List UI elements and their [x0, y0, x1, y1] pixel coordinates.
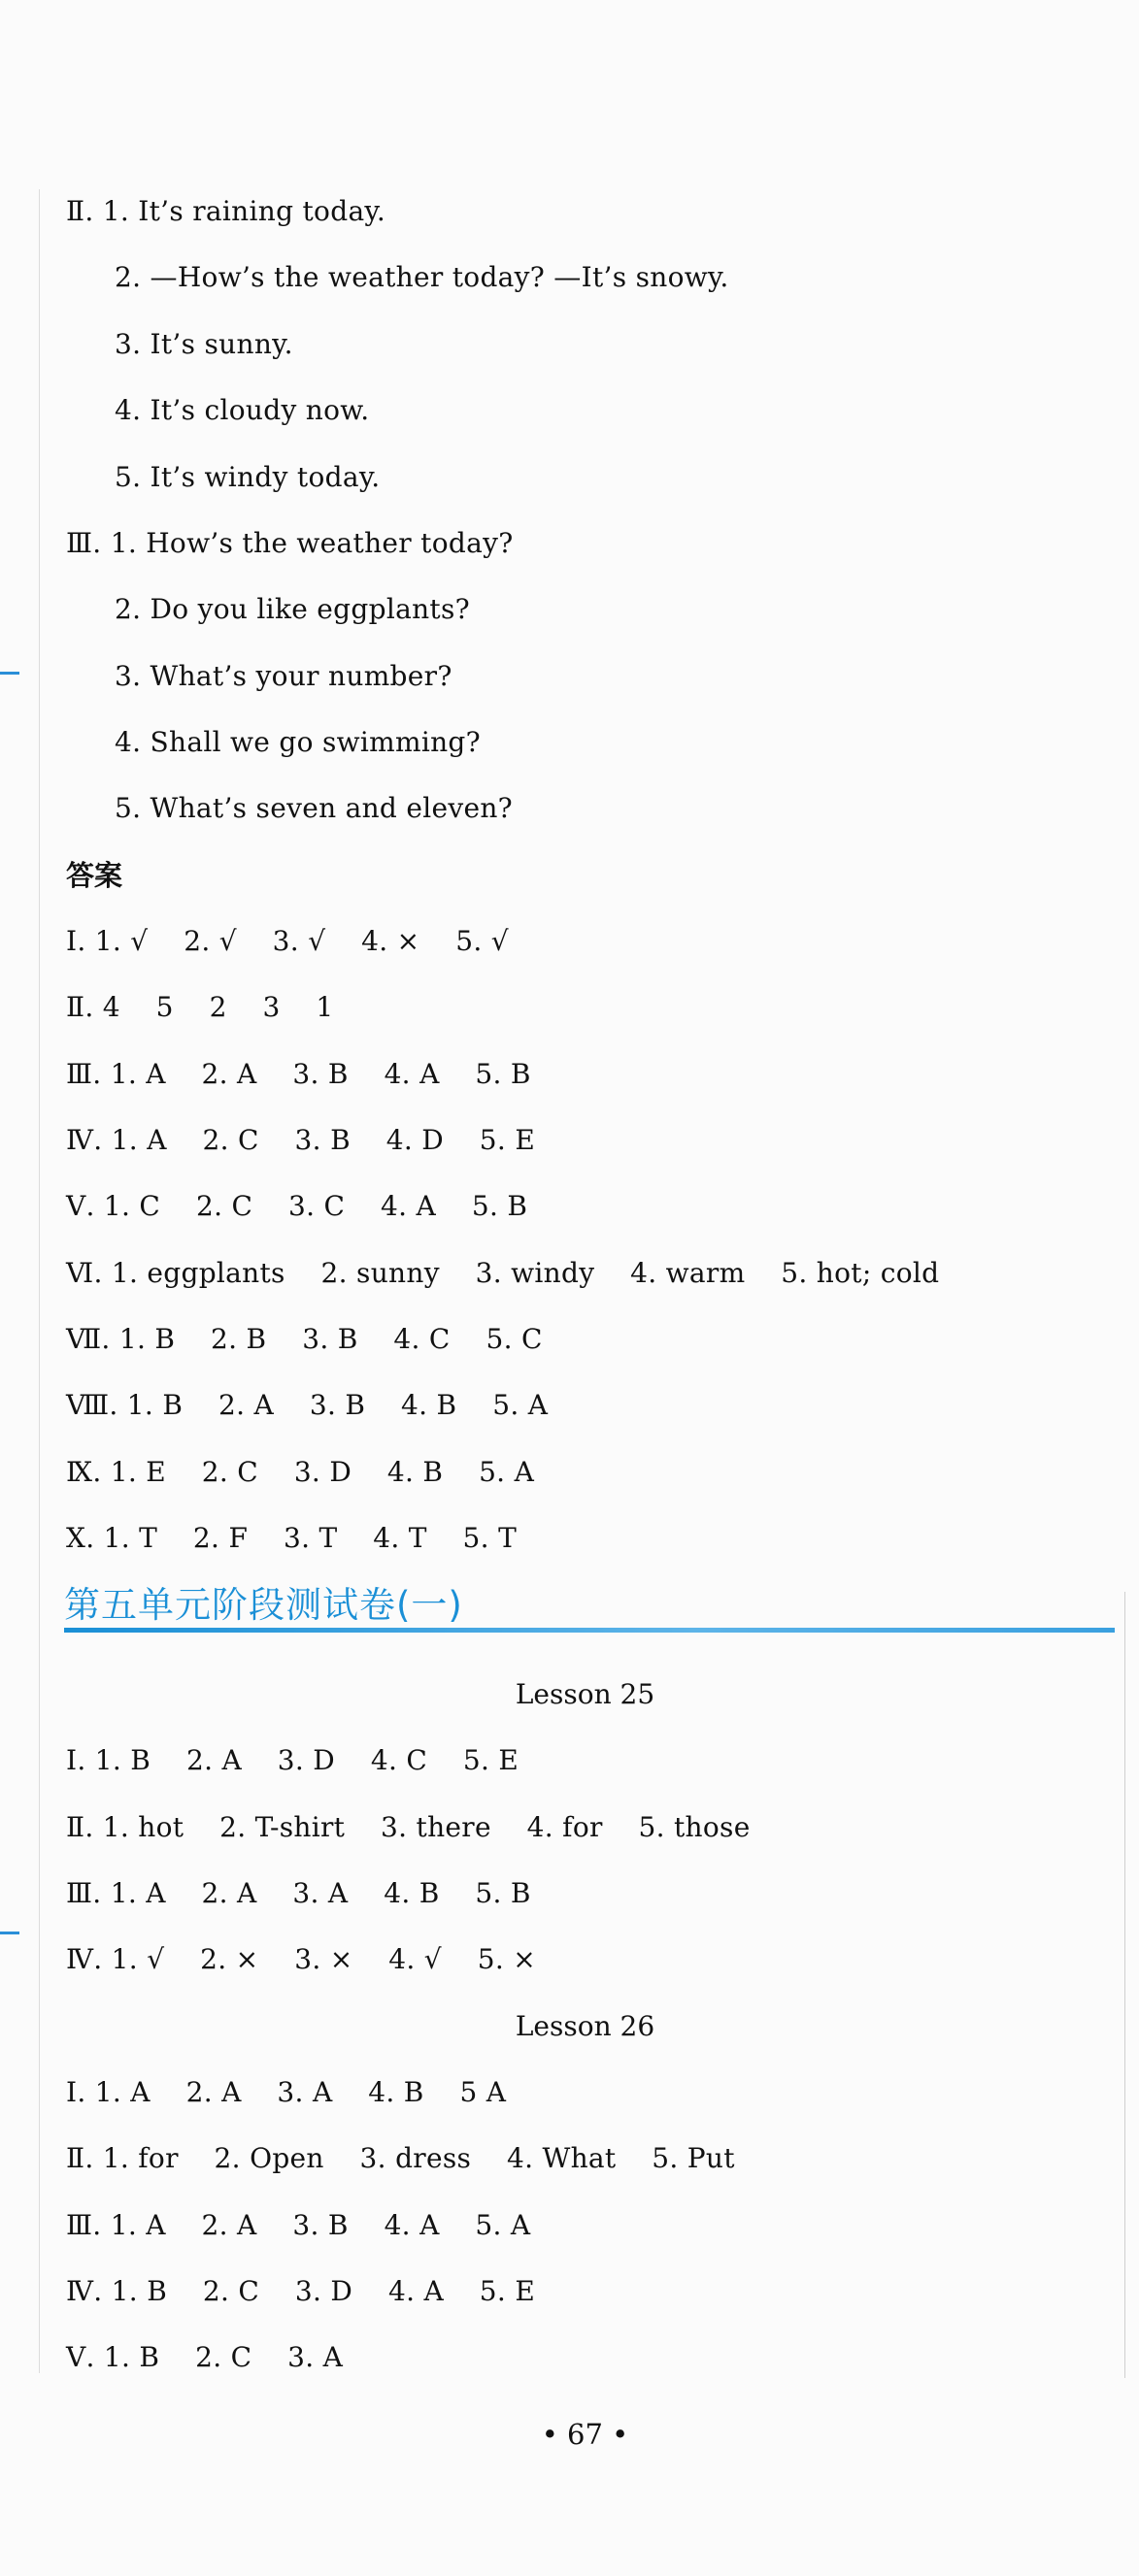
section-ii-item-4: 4. It’s cloudy now. [115, 394, 370, 426]
section-ii-item-3: 3. It’s sunny. [115, 328, 293, 360]
answer-line-2: Ⅱ. 4 5 2 3 1 [66, 991, 334, 1023]
section-ii-item-1: Ⅱ. 1. It’s raining today. [66, 195, 386, 227]
lesson-26-line-3: Ⅲ. 1. A 2. A 3. B 4. A 5. A [66, 2209, 531, 2241]
section-iii-item-1: Ⅲ. 1. How’s the weather today? [66, 527, 514, 559]
answer-line-10: Ⅹ. 1. T 2. F 3. T 4. T 5. T [66, 1522, 518, 1554]
lesson-25-line-4: Ⅳ. 1. √ 2. × 3. × 4. √ 5. × [66, 1943, 537, 1975]
answer-line-7: Ⅶ. 1. B 2. B 3. B 4. C 5. C [66, 1323, 543, 1355]
answer-line-1: Ⅰ. 1. √ 2. √ 3. √ 4. × 5. √ [66, 925, 509, 957]
lesson-26-title: Lesson 26 [515, 2010, 655, 2042]
lesson-26-line-5: Ⅴ. 1. B 2. C 3. A [66, 2341, 344, 2373]
answer-line-3: Ⅲ. 1. A 2. A 3. B 4. A 5. B [66, 1058, 531, 1090]
answer-line-5: Ⅴ. 1. C 2. C 3. C 4. A 5. B [66, 1190, 528, 1222]
unit-title-underline [64, 1628, 1115, 1633]
section-ii-item-5: 5. It’s windy today. [115, 461, 381, 493]
lesson-26-line-2: Ⅱ. 1. for 2. Open 3. dress 4. What 5. Put [66, 2142, 735, 2174]
unit-title: 第五单元阶段测试卷(一) [64, 1584, 463, 1626]
answer-line-9: Ⅸ. 1. E 2. C 3. D 4. B 5. A [66, 1456, 535, 1488]
lesson-26-line-1: Ⅰ. 1. A 2. A 3. A 4. B 5 A [66, 2076, 507, 2108]
answer-line-8: Ⅷ. 1. B 2. A 3. B 4. B 5. A [66, 1389, 549, 1421]
lesson-25-title: Lesson 25 [515, 1678, 655, 1710]
lesson-25-line-2: Ⅱ. 1. hot 2. T-shirt 3. there 4. for 5. those [66, 1811, 751, 1843]
section-iii-item-5: 5. What’s seven and eleven? [115, 792, 513, 824]
left-margin-line [39, 189, 40, 2373]
answers-heading: 答案 [66, 859, 123, 892]
section-iii-item-3: 3. What’s your number? [115, 660, 452, 692]
left-edge-mark [0, 672, 19, 675]
section-iii-item-4: 4. Shall we go swimming? [115, 726, 481, 758]
left-edge-mark [0, 1932, 19, 1934]
section-ii-item-2: 2. —How’s the weather today? —It’s snowy. [115, 261, 729, 293]
lesson-26-line-4: Ⅳ. 1. B 2. C 3. D 4. A 5. E [66, 2275, 536, 2307]
answer-line-4: Ⅳ. 1. A 2. C 3. B 4. D 5. E [66, 1124, 536, 1156]
page-number: • 67 • [541, 2418, 629, 2451]
lesson-25-line-1: Ⅰ. 1. B 2. A 3. D 4. C 5. E [66, 1744, 519, 1776]
section-iii-item-2: 2. Do you like eggplants? [115, 593, 470, 625]
answer-line-6: Ⅵ. 1. eggplants 2. sunny 3. windy 4. warm 5. hot; cold [66, 1257, 940, 1289]
lesson-25-line-3: Ⅲ. 1. A 2. A 3. A 4. B 5. B [66, 1877, 531, 1909]
